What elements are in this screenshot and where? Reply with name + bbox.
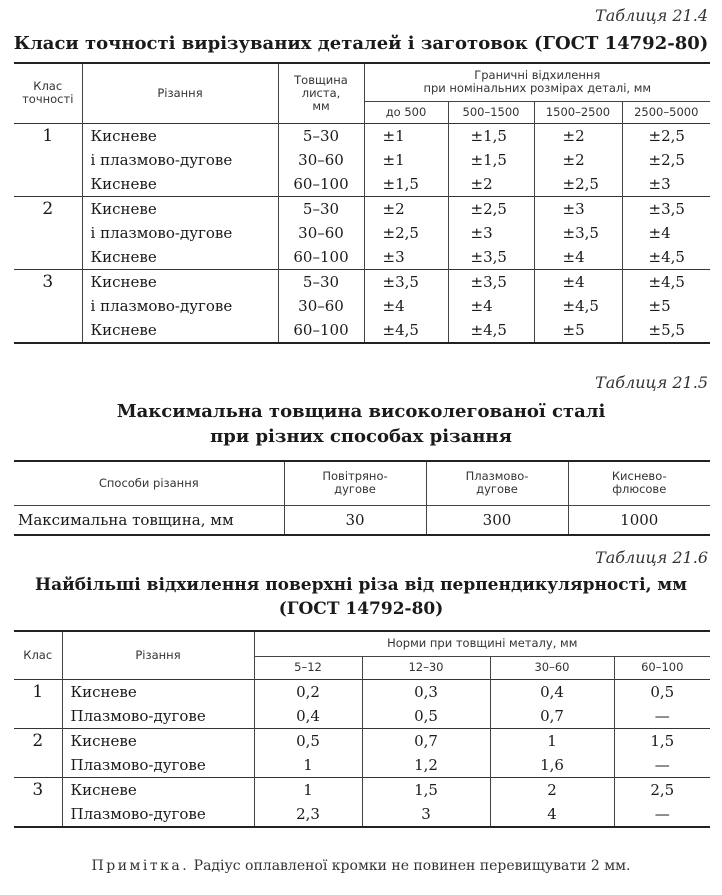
deviation-values: ±2,5 ±2,5 ±3 bbox=[622, 123, 710, 196]
header-cutting: Різання bbox=[82, 63, 278, 123]
header-range: 2500–5000 bbox=[622, 101, 710, 123]
deviation-values: ±1,5 ±1,5 ±2 bbox=[448, 123, 534, 196]
table-subtitle: при різних способах різання bbox=[210, 426, 512, 447]
norm-values: 1,5 — bbox=[614, 728, 710, 777]
deviation-values: ±2 ±2,5 ±3 bbox=[364, 196, 448, 269]
cutting-methods: Кисневе Плазмово-дугове bbox=[62, 679, 254, 728]
footnote-lead: Примітка. bbox=[91, 858, 190, 874]
table-title: Максимальна товщина високолегованої сталі bbox=[116, 401, 606, 422]
deviation-values: ±3,5 ±4 ±4,5 bbox=[622, 196, 710, 269]
row-label: Максимальна товщина, мм bbox=[14, 505, 284, 535]
cutting-methods: Кисневе Плазмово-дугове bbox=[62, 777, 254, 827]
table-row bbox=[14, 777, 710, 827]
footnote-text: Радіус оплавленої кромки не повинен перевищувати 2 мм. bbox=[193, 858, 631, 874]
norm-values: 1 2,3 bbox=[254, 777, 362, 827]
value-cell: 1000 bbox=[568, 505, 710, 535]
header-norms: Норми при товщині металу, мм bbox=[254, 631, 710, 656]
norm-values: 1 1,6 bbox=[490, 728, 614, 777]
accuracy-classes-table bbox=[14, 62, 710, 344]
footnote bbox=[0, 858, 722, 874]
table-row bbox=[14, 123, 710, 196]
class-number: 1 bbox=[14, 679, 62, 728]
norm-values: 0,5 1 bbox=[254, 728, 362, 777]
table-row bbox=[14, 505, 710, 535]
norm-values: 0,5 — bbox=[614, 679, 710, 728]
header-deviations: Граничні відхилення при номінальних розмірах деталі, мм bbox=[364, 63, 710, 101]
norm-values: 0,7 1,2 bbox=[362, 728, 490, 777]
header-oxygen-flux: Кисневo- флюсове bbox=[568, 461, 710, 505]
value-cell: 30 bbox=[284, 505, 426, 535]
norm-values: 0,4 0,7 bbox=[490, 679, 614, 728]
header-plasma-arc: Плазмово- дугове bbox=[426, 461, 568, 505]
class-number: 3 bbox=[14, 269, 82, 343]
cutting-methods: Кисневе і плазмово-дугове Кисневе bbox=[82, 196, 278, 269]
deviation-values: ±1 ±1 ±1,5 bbox=[364, 123, 448, 196]
table-number: Таблиця 21.5 bbox=[595, 373, 708, 392]
header-range: 60–100 bbox=[614, 656, 710, 679]
norm-values: 2,5 — bbox=[614, 777, 710, 827]
norm-values: 1,5 3 bbox=[362, 777, 490, 827]
cutting-methods: Кисневе і плазмово-дугове Кисневе bbox=[82, 123, 278, 196]
class-number: 2 bbox=[14, 196, 82, 269]
table-row bbox=[14, 728, 710, 777]
header-thickness: Товщина листа, мм bbox=[278, 63, 364, 123]
header-range: 500–1500 bbox=[448, 101, 534, 123]
header-class: Клас bbox=[14, 631, 62, 679]
deviation-values: ±3 ±3,5 ±4 bbox=[534, 196, 622, 269]
table-row bbox=[14, 269, 710, 343]
thickness-values: 5–30 30–60 60–100 bbox=[278, 196, 364, 269]
thickness-values: 5–30 30–60 60–100 bbox=[278, 269, 364, 343]
thickness-values: 5–30 30–60 60–100 bbox=[278, 123, 364, 196]
header-air-arc: Повітряно- дугове bbox=[284, 461, 426, 505]
cutting-methods: Кисневе і плазмово-дугове Кисневе bbox=[82, 269, 278, 343]
header-range: 30–60 bbox=[490, 656, 614, 679]
header-range: 5–12 bbox=[254, 656, 362, 679]
table-title: Найбільші відхилення поверхні різа від перпендикулярності, мм bbox=[35, 575, 687, 595]
header-range: до 500 bbox=[364, 101, 448, 123]
table-subtitle: (ГОСТ 14792-80) bbox=[278, 599, 444, 619]
header-class: Клас точності bbox=[14, 63, 82, 123]
class-number: 1 bbox=[14, 123, 82, 196]
deviation-values: ±3,5 ±4 ±4,5 bbox=[448, 269, 534, 343]
table-number: Таблиця 21.6 bbox=[595, 548, 708, 567]
deviation-values: ±4 ±4,5 ±5 bbox=[534, 269, 622, 343]
norm-values: 2 4 bbox=[490, 777, 614, 827]
header-cutting: Різання bbox=[62, 631, 254, 679]
header-range: 1500–2500 bbox=[534, 101, 622, 123]
deviation-values: ±3,5 ±4 ±4,5 bbox=[364, 269, 448, 343]
norm-values: 0,2 0,4 bbox=[254, 679, 362, 728]
class-number: 2 bbox=[14, 728, 62, 777]
norm-values: 0,3 0,5 bbox=[362, 679, 490, 728]
header-methods: Способи різання bbox=[14, 461, 284, 505]
value-cell: 300 bbox=[426, 505, 568, 535]
cutting-methods: Кисневе Плазмово-дугове bbox=[62, 728, 254, 777]
deviation-values: ±2 ±2 ±2,5 bbox=[534, 123, 622, 196]
class-number: 3 bbox=[14, 777, 62, 827]
perpendicularity-table bbox=[14, 630, 710, 828]
deviation-values: ±4,5 ±5 ±5,5 bbox=[622, 269, 710, 343]
table-title: Класи точності вирізуваних деталей і заготовок (ГОСТ 14792-80) bbox=[13, 33, 709, 54]
table-row bbox=[14, 196, 710, 269]
max-thickness-table bbox=[14, 460, 710, 536]
table-number: Таблиця 21.4 bbox=[595, 6, 708, 25]
header-range: 12–30 bbox=[362, 656, 490, 679]
deviation-values: ±2,5 ±3 ±3,5 bbox=[448, 196, 534, 269]
table-row bbox=[14, 679, 710, 728]
